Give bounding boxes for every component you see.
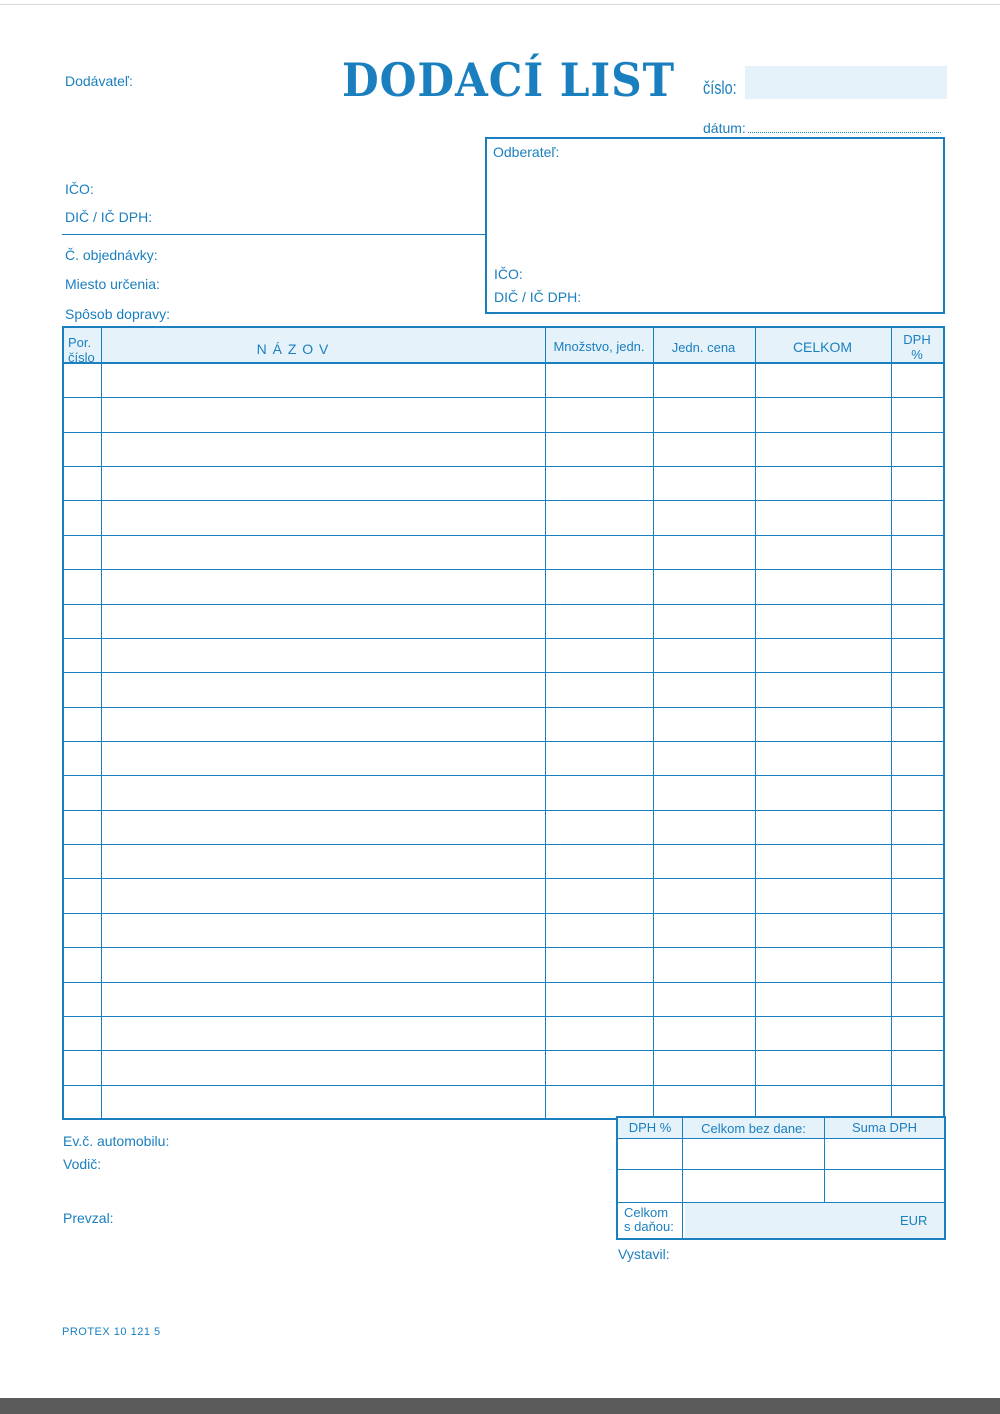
date-label: dátum: [703,120,746,136]
table-row[interactable] [64,398,943,431]
table-row[interactable] [64,673,943,706]
col-header-vat-line1: DPH [903,332,931,347]
transport-method-label: Spôsob dopravy: [65,306,171,322]
supplier-ico-label: IČO: [65,181,94,197]
document-title: DODACÍ LIST [342,53,676,107]
summary-total-label-line1: Celkom [624,1205,669,1220]
customer-box[interactable] [485,137,945,314]
col-header-vat [891,332,943,362]
table-row[interactable] [64,845,943,878]
col-header-name: N Á Z O V [256,341,330,357]
table-row[interactable] [64,605,943,638]
table-row[interactable] [64,639,943,672]
col-header-number-line1: Por. [68,335,92,350]
col-header-vat-line2: % [911,347,923,362]
supplier-dic-label: DIČ / IČ DPH: [65,209,153,225]
table-row[interactable] [64,983,943,1016]
col-header-quantity: Množstvo, jedn. [553,339,645,354]
table-row[interactable] [64,708,943,741]
table-row[interactable] [64,1017,943,1050]
summary-col-vat: DPH % [628,1120,672,1135]
date-field[interactable] [748,132,941,133]
col-header-total: CELKOM [792,339,853,355]
table-row[interactable] [64,776,943,809]
col-header-unit-price: Jedn. cena [671,340,736,355]
table-row[interactable] [64,570,943,603]
customer-dic-label: DIČ / IČ DPH: [494,289,582,305]
table-row[interactable] [64,467,943,500]
summary-total-label-line2: s daňou: [624,1219,674,1234]
summary-col-vat-sum: Suma DPH [851,1120,918,1135]
table-row[interactable] [64,1051,943,1084]
destination-label: Miesto určenia: [65,276,160,292]
table-row[interactable] [64,433,943,466]
table-row[interactable] [64,811,943,844]
table-row[interactable] [64,914,943,947]
customer-label: Odberateľ: [493,144,560,160]
supplier-label: Dodávateľ: [65,73,133,89]
table-row[interactable] [64,364,943,397]
summary-total-label [624,1206,674,1234]
order-number-label: Č. objednávky: [65,247,158,263]
col-header-number [64,335,104,365]
page-bottom-edge [0,1398,1000,1414]
customer-ico-label: IČO: [494,266,523,282]
page-edge [0,4,1000,5]
summary-line [618,1202,944,1203]
table-row[interactable] [64,742,943,775]
driver-label: Vodič: [63,1156,102,1172]
table-row[interactable] [64,948,943,981]
items-table [62,326,945,1120]
number-label: číslo: [703,78,737,98]
summary-line [618,1169,944,1170]
summary-col-base: Celkom bez dane: [701,1121,806,1136]
supplier-divider [62,234,486,235]
col-header-number-line2: číslo [68,350,95,365]
number-field[interactable] [745,66,947,99]
summary-divider [682,1118,683,1238]
table-row[interactable] [64,879,943,912]
issued-by-label: Vystavil: [618,1246,670,1262]
table-row[interactable] [64,501,943,534]
currency-label: EUR [900,1213,928,1228]
summary-line [618,1138,944,1139]
table-row[interactable] [64,536,943,569]
table-row[interactable] [64,1086,943,1119]
received-by-label: Prevzal: [63,1210,114,1226]
car-registration-label: Ev.č. automobilu: [63,1133,170,1149]
print-code: PROTEX 10 121 5 [62,1326,161,1338]
